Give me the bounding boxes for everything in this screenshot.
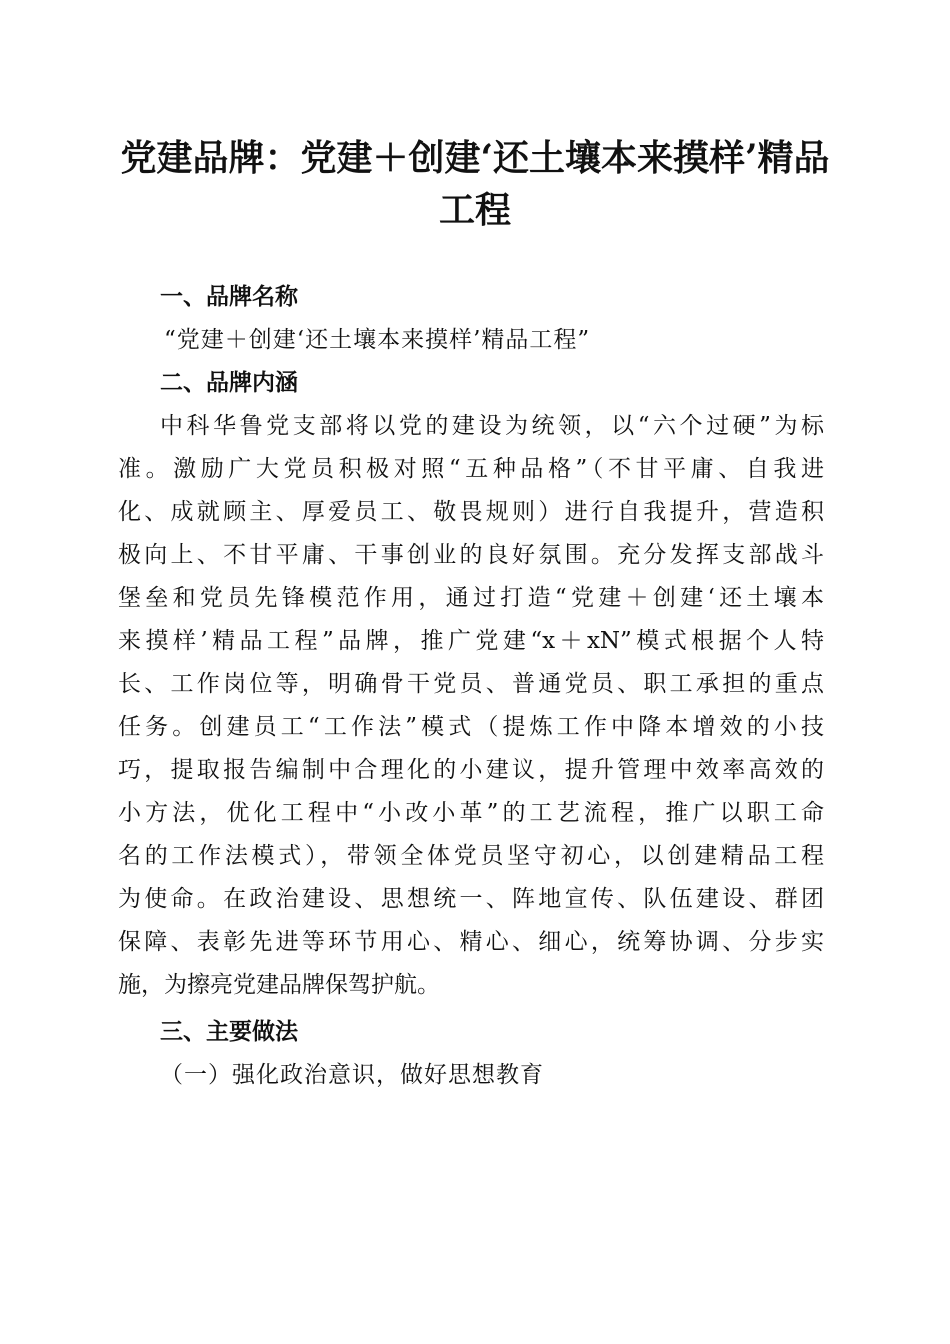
paragraph-line: 巧，提取报告编制中合理化的小建议，提升管理中效率高效的 xyxy=(118,757,824,783)
paragraph-line: 任务。创建员工“工作法”模式（提炼工作中降本增效的小技 xyxy=(118,714,824,740)
paragraph-line: 小方法，优化工程中“小改小革”的工艺流程，推广以职工命 xyxy=(118,800,824,826)
paragraph-line: 中科华鲁党支部将以党的建设为统领，以“六个过硬”为标 xyxy=(160,413,824,439)
subsection-heading: （一）强化政治意识，做好思想教育 xyxy=(160,1062,544,1088)
paragraph-line: 极向上、不甘平庸、干事创业的良好氛围。充分发挥支部战斗 xyxy=(118,542,824,568)
paragraph-line: 保障、表彰先进等环节用心、精心、细心，统筹协调、分步实 xyxy=(118,929,824,955)
section-heading-brand-connotation: 二、品牌内涵 xyxy=(160,370,298,396)
paragraph-line: 长、工作岗位等，明确骨干党员、普通党员、职工承担的重点 xyxy=(118,671,824,697)
paragraph-line: 施，为擦亮党建品牌保驾护航。 xyxy=(118,972,440,998)
section-heading-main-practices: 三、主要做法 xyxy=(160,1019,298,1045)
section-heading-brand-name: 一、品牌名称 xyxy=(160,284,298,310)
document-body xyxy=(118,276,824,1097)
brand-name-text: “党建＋创建‘还土壤本来摸样’精品工程” xyxy=(164,327,591,353)
paragraph-line: 名的工作法模式），带领全体党员坚守初心，以创建精品工程 xyxy=(118,843,824,869)
paragraph-line: 来摸样’精品工程”品牌，推广党建“x＋xN”模式根据个人特 xyxy=(118,628,824,654)
paragraph-line: 化、成就顾主、厚爱员工、敬畏规则）进行自我提升，营造积 xyxy=(118,499,824,525)
brand-connotation-paragraph xyxy=(118,405,824,1007)
paragraph-line: 为使命。在政治建设、思想统一、阵地宣传、队伍建设、群团 xyxy=(118,886,824,912)
paragraph-line: 堡垒和党员先锋模范作用，通过打造“党建＋创建‘还土壤本 xyxy=(118,585,824,611)
document-title: 党建品牌：党建＋创建‘还土壤本来摸样’精品工程 xyxy=(120,137,830,231)
paragraph-line: 准。激励广大党员积极对照“五种品格”（不甘平庸、自我进 xyxy=(118,456,824,482)
